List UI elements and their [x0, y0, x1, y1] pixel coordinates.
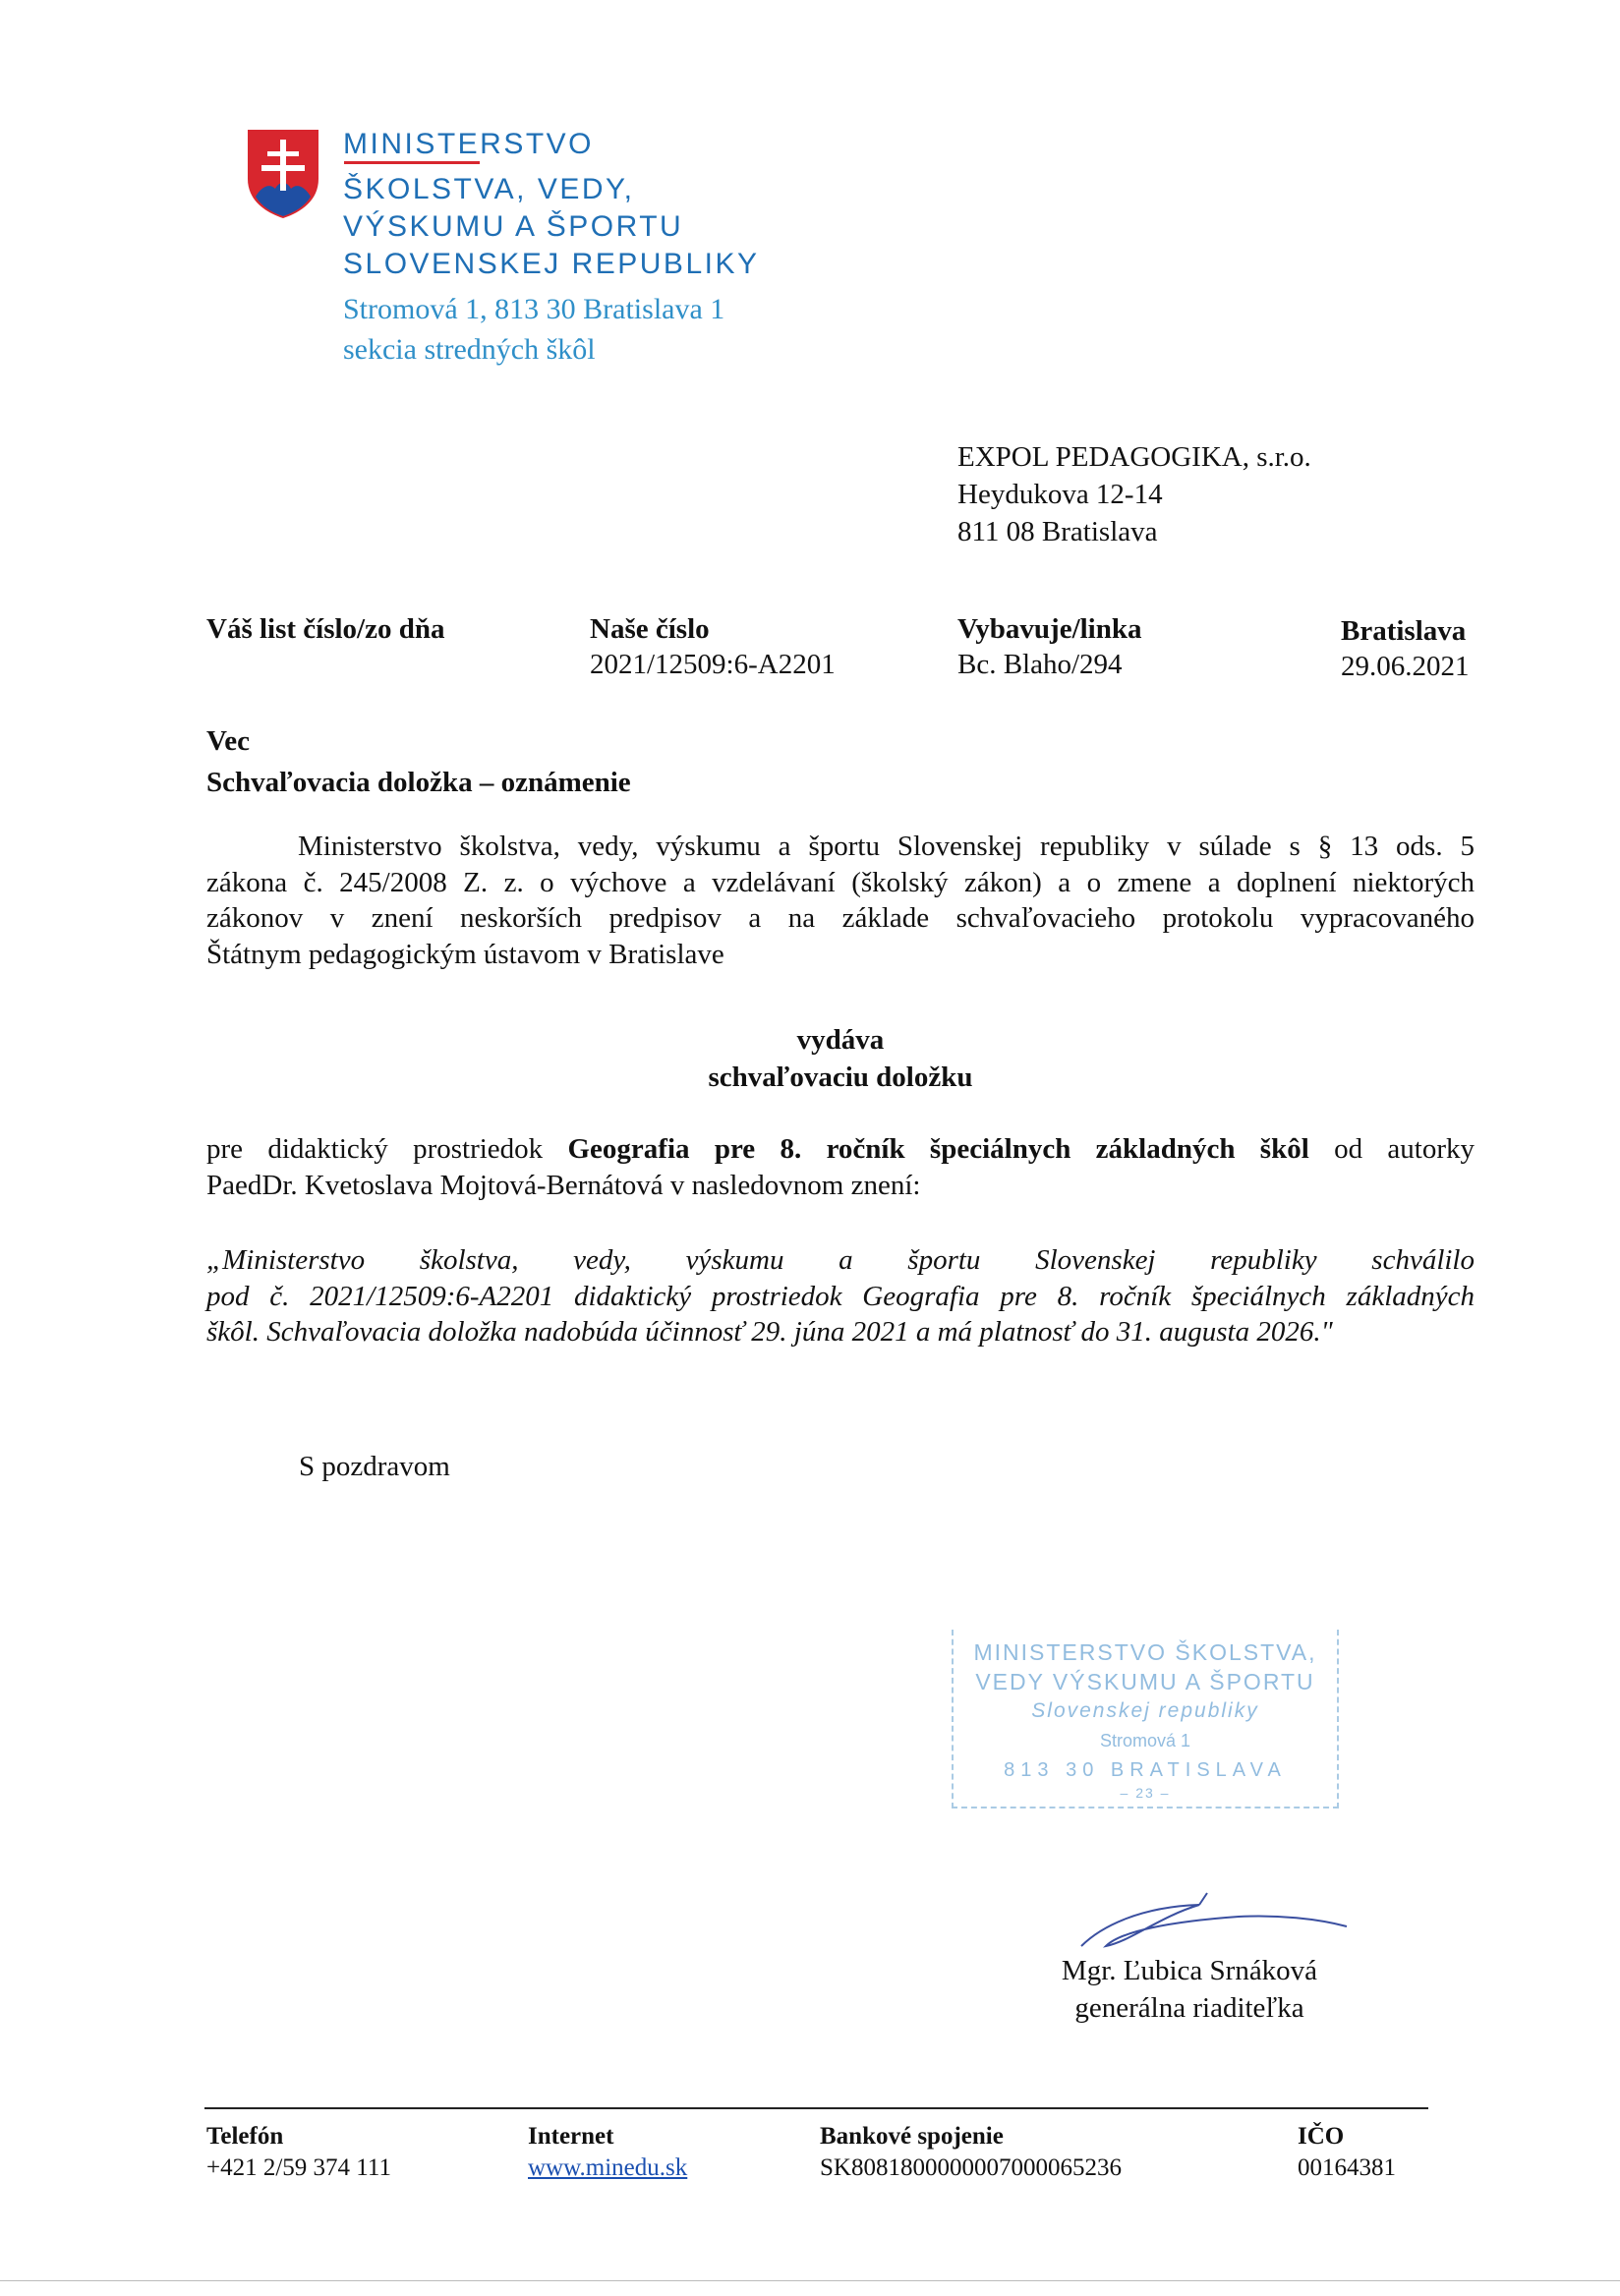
quote-line: „Ministerstvo školstva, vedy, výskumu a športu Slovenskej republiky schválilo	[206, 1244, 1475, 1276]
phone-number: +421 2/59 374 111	[206, 2154, 391, 2181]
date: 29.06.2021	[1341, 651, 1470, 682]
handled-by-block	[957, 611, 1142, 682]
internet-label: Internet	[528, 2123, 614, 2150]
handled-by-label: Vybavuje/linka	[957, 613, 1142, 645]
coat-of-arms-logo	[246, 128, 320, 220]
for-line	[206, 1131, 1475, 1168]
logo-red-underline	[344, 161, 480, 164]
official-stamp	[952, 1630, 1339, 1808]
stamp-line: Slovenskej republiky	[1031, 1699, 1259, 1722]
footer-divider	[204, 2107, 1428, 2109]
phone-label: Telefón	[206, 2123, 284, 2150]
ministry-name	[343, 126, 594, 163]
ico-number: 00164381	[1298, 2154, 1396, 2181]
ministry-line: VÝSKUMU A ŠPORTU	[343, 210, 684, 243]
subject-block	[206, 720, 631, 803]
footer-internet	[528, 2121, 687, 2184]
subject-title: Schvaľovacia doložka – oznámenie	[206, 767, 631, 798]
subject-label: Vec	[206, 725, 251, 757]
recipient-block	[957, 438, 1311, 550]
place-date-block	[1341, 613, 1470, 684]
handwritten-signature	[1062, 1887, 1357, 1956]
bank-account: SK8081800000007000065236	[820, 2154, 1122, 2181]
for-paragraph	[206, 1131, 1475, 1203]
our-number-block	[590, 611, 836, 682]
stamp-line: 813 30 BRATISLAVA	[1004, 1759, 1287, 1781]
for-line-2: PaedDr. Kvetoslava Mojtová-Bernátová v nasledovnom znení:	[206, 1169, 921, 1201]
paragraph-line: zákonov v znení neskorších predpisov a na základe schvaľovacieho protokolu vypracovaného	[206, 902, 1475, 934]
paragraph-line: Štátnym pedagogickým ústavom v Bratislave	[206, 938, 724, 970]
footer-phone	[206, 2121, 391, 2184]
recipient-name: EXPOL PEDAGOGIKA, s.r.o.	[957, 441, 1311, 473]
bank-label: Bankové spojenie	[820, 2123, 1004, 2150]
signatory-title: generálna riaditeľka	[1074, 1992, 1304, 2024]
quote-line: škôl. Schvaľovacia doložka nadobúda účinnosť 29. júna 2021 a má platnosť do 31. augusta 2026."	[206, 1316, 1333, 1348]
recipient-city: 811 08 Bratislava	[957, 516, 1158, 547]
stamp-line: MINISTERSTVO ŠKOLSTVA,	[973, 1639, 1317, 1665]
recipient-street: Heydukova 12-14	[957, 479, 1163, 510]
ministry-line: ŠKOLSTVA, VEDY,	[343, 173, 635, 205]
greeting: S pozdravom	[299, 1451, 450, 1482]
paragraph-line: zákona č. 245/2008 Z. z. o výchove a vzdelávaní (školský zákon) a o zmene a doplnení niektorých	[206, 866, 1475, 898]
your-letter-label: Váš list číslo/zo dňa	[206, 613, 445, 645]
ministry-line: SLOVENSKEJ REPUBLIKY	[343, 248, 760, 280]
footer-bank	[820, 2121, 1122, 2184]
signatory-block	[1032, 1952, 1347, 2027]
our-number: 2021/12509:6-A2201	[590, 649, 836, 680]
issues-object: schvaľovaciu doložku	[708, 1062, 973, 1093]
signatory-name: Mgr. Ľubica Srnáková	[1061, 1955, 1318, 1986]
sender-address	[343, 289, 724, 370]
for-title: Geografia pre 8. ročník špeciálnych základných škôl	[567, 1133, 1309, 1165]
sender-section: sekcia stredných škôl	[343, 333, 596, 366]
approval-quote	[206, 1242, 1475, 1350]
stamp-line: Stromová 1	[1099, 1731, 1191, 1751]
our-number-label: Naše číslo	[590, 613, 710, 645]
quote-line: pod č. 2021/12509:6-A2201 didaktický prostriedok Geografia pre 8. ročník špeciálnych základných	[206, 1280, 1475, 1312]
handled-by: Bc. Blaho/294	[957, 649, 1123, 680]
place: Bratislava	[1341, 615, 1467, 647]
ministry-name-rest	[343, 171, 759, 283]
intro-paragraph	[206, 829, 1475, 972]
issues-heading	[206, 1021, 1475, 1096]
for-suffix: od autorky	[1334, 1133, 1475, 1165]
for-prefix: pre didaktický prostriedok	[206, 1133, 544, 1165]
stamp-line: – 23 –	[1120, 1785, 1171, 1801]
footer-ico	[1298, 2121, 1396, 2184]
website-link[interactable]: www.minedu.sk	[528, 2154, 688, 2181]
ministry-line: MINISTERSTVO	[343, 128, 595, 160]
ico-label: IČO	[1298, 2123, 1345, 2150]
sender-address-line: Stromová 1, 813 30 Bratislava 1	[343, 293, 725, 325]
issues-verb: vydáva	[796, 1024, 885, 1056]
page-bottom-line	[0, 2280, 1620, 2281]
paragraph-line: Ministerstvo školstva, vedy, výskumu a športu Slovenskej republiky v súlade s § 13 ods. 5	[298, 831, 1475, 862]
stamp-line: VEDY VÝSKUMU A ŠPORTU	[975, 1669, 1315, 1694]
